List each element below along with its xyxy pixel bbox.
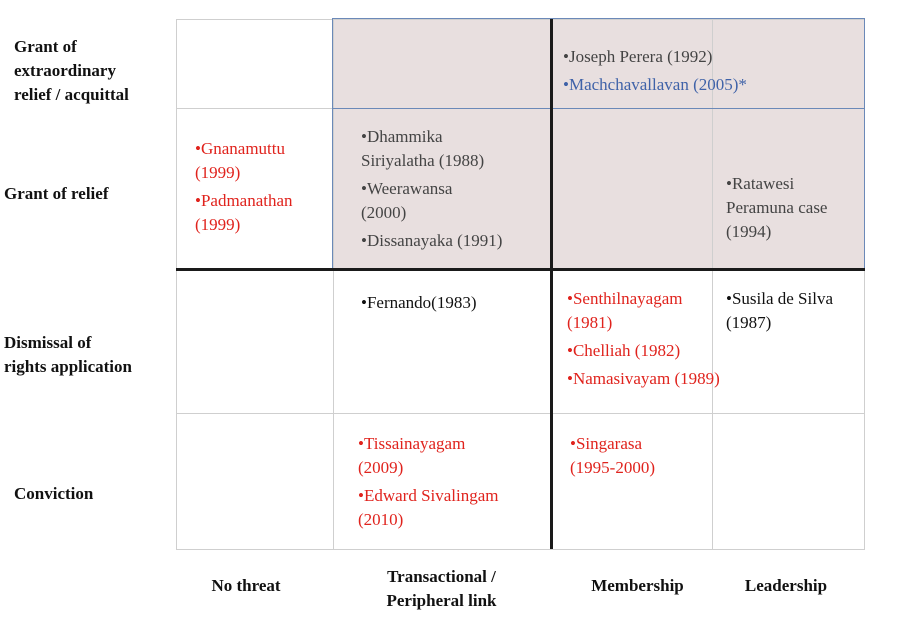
highlight-divider <box>333 108 864 109</box>
case-item: •Dissanayaka (1991) <box>361 231 503 250</box>
case-item: •Fernando(1983) <box>361 293 477 312</box>
case-item: •Singarasa (1995-2000) <box>570 434 655 477</box>
column-label-no-threat: No threat <box>211 576 281 595</box>
case-item: •Tissainayagam (2009) <box>358 434 466 477</box>
column-label-transactional: Transactional / Peripheral link <box>386 567 497 610</box>
cell-dismissal-leadership <box>726 287 866 339</box>
grid-h-r3r4 <box>176 413 865 414</box>
row-label-dismissal: Dismissal of rights application <box>4 333 132 376</box>
cell-conviction-membership <box>570 432 712 484</box>
emphasis-line-vertical <box>550 19 553 549</box>
row-label-grant-of-relief: Grant of relief <box>4 184 109 203</box>
grid-h-bottom <box>176 549 865 550</box>
cell-conviction-transactional <box>358 432 550 536</box>
case-item: •Weerawansa (2000) <box>361 179 453 222</box>
case-item: •Susila de Silva (1987) <box>726 289 834 332</box>
cell-relief-leadership <box>726 172 864 248</box>
column-label-membership: Membership <box>591 576 684 595</box>
case-item: •Chelliah (1982) <box>567 341 681 360</box>
cell-relief-transactional <box>361 125 551 257</box>
case-item: •Edward Sivalingam (2010) <box>358 486 499 529</box>
cell-relief-no-threat <box>195 137 335 241</box>
cell-extraordinary-membership <box>563 45 863 101</box>
case-item: •Gnanamuttu (1999) <box>195 139 285 182</box>
case-item: •Senthilnayagam (1981) <box>567 289 683 332</box>
case-item: •Namasivayam (1989) <box>567 369 720 388</box>
case-item: •Padmanathan (1999) <box>195 191 293 234</box>
case-item: •Joseph Perera (1992) <box>563 47 713 66</box>
case-item: •Machchavallavan (2005)* <box>563 75 747 94</box>
cell-dismissal-transactional <box>361 291 551 319</box>
row-label-conviction: Conviction <box>14 484 94 503</box>
row-label-extraordinary-relief: Grant of extraordinary relief / acquittal <box>14 37 129 104</box>
column-label-leadership: Leadership <box>744 576 828 595</box>
emphasis-line-horizontal <box>176 268 865 271</box>
case-item: •Dhammika Siriyalatha (1988) <box>361 127 485 170</box>
case-item: •Ratawesi Peramuna case (1994) <box>726 174 828 241</box>
